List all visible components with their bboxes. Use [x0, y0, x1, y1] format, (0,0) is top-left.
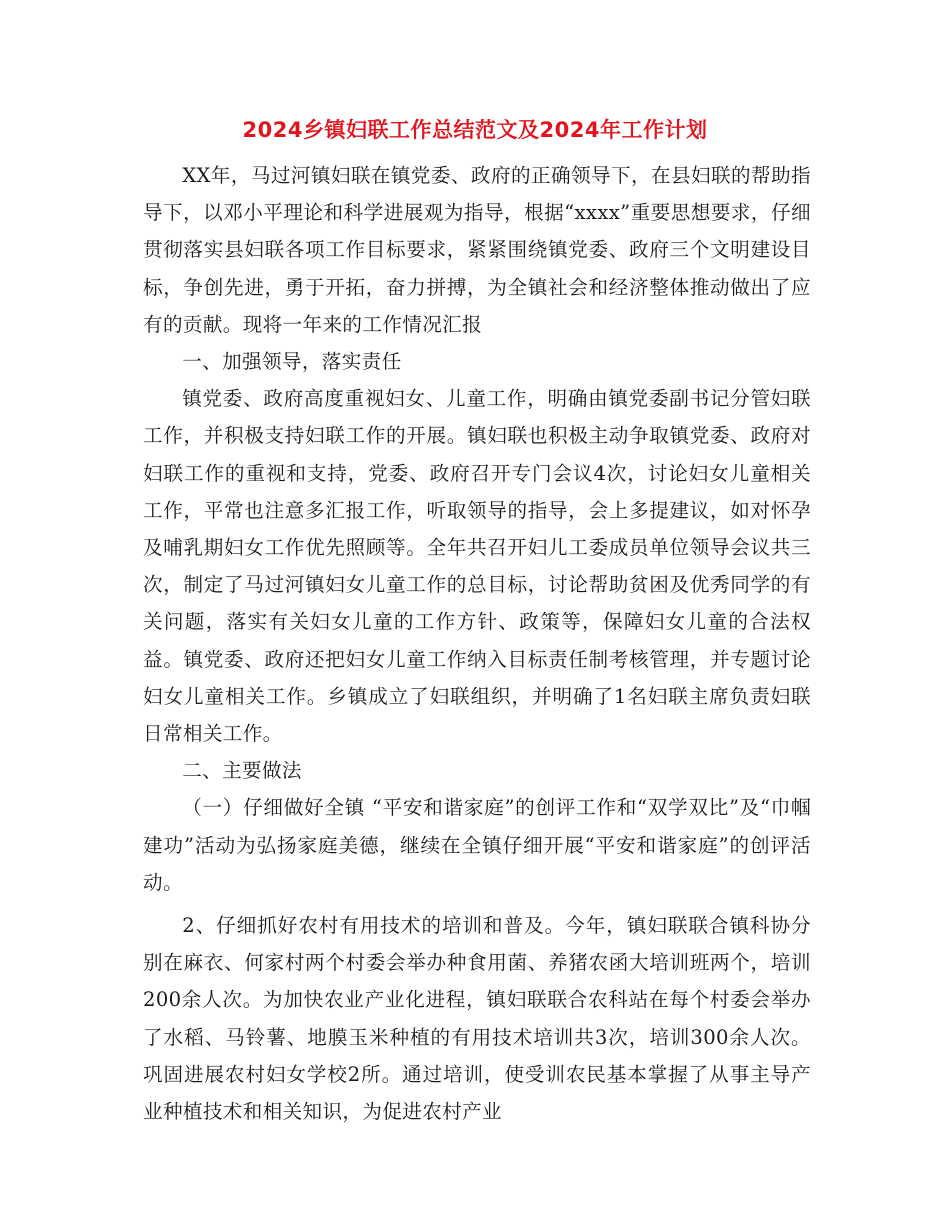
section-1-paragraph: 镇党委、政府高度重视妇女、儿童工作，明确由镇党委副书记分管妇联工作，并积极支持妇联工作的开展。镇妇联也积极主动争取镇党委、政府对妇联工作的重视和支持，党委、政府召开专门会议4次，讨论妇女儿童相关工作，平常也注意多汇报工作，听取领导的指导，会上多提建议，如对怀孕及哺乳期妇女工作优先照顾等。全年共召开妇儿工委成员单位领导会议共三次，制定了马过河镇妇女儿童工作的总目标，讨论帮助贫困及优秀同学的有关问题，落实有关妇女儿童的工作方针、政策等，保障妇女儿童的合法权益。镇党委、政府还把妇女儿童工作纳入目标责任制考核管理，并专题讨论妇女儿童相关工作。乡镇成立了妇联组织，并明确了1名妇联主席负责妇联日常相关工作。 — [143, 387, 811, 746]
subsection-1-paragraph: （一）仔细做好全镇 “平安和谐家庭”的创评工作和“双学双比”及“巾帼建功”活动为弘扬家庭美德，继续在全镇仔细开展“平安和谐家庭”的创评活动。 — [143, 796, 811, 894]
subsection-2-paragraph: 2、仔细抓好农村有用技术的培训和普及。今年，镇妇联联合镇科协分别在麻衣、何家村两个村委会举办种食用菌、养猪农函大培训班两个，培训200余人次。为加快农业产业化进程，镇妇联联合农科站在每个村委会举办了水稻、马铃薯、地膜玉米种植的有用技术培训共3次，培训300余人次。巩固进展农村妇女学校2所。通过培训，使受训农民基本掌握了从事主导产业种植技术和相关知识，为促进农村产业 — [143, 914, 811, 1124]
document-title: 2024乡镇妇联工作总结范文及2024年工作计划 — [242, 118, 708, 142]
intro-paragraph: XX年，马过河镇妇联在镇党委、政府的正确领导下，在县妇联的帮助指导下，以邓小平理论和科学进展观为指导，根据“xxxx”重要思想要求，仔细贯彻落实县妇联各项工作目标要求，紧紧围绕镇党委、政府三个文明建设目标，争创先进，勇于开拓，奋力拼搏，为全镇社会和经济整体推动做出了应有的贡献。现将一年来的工作情况汇报 — [143, 164, 811, 336]
document-body — [143, 157, 811, 1130]
section-heading-1: 一、加强领导，落实责任 — [182, 350, 402, 374]
section-heading-2: 二、主要做法 — [182, 759, 302, 783]
